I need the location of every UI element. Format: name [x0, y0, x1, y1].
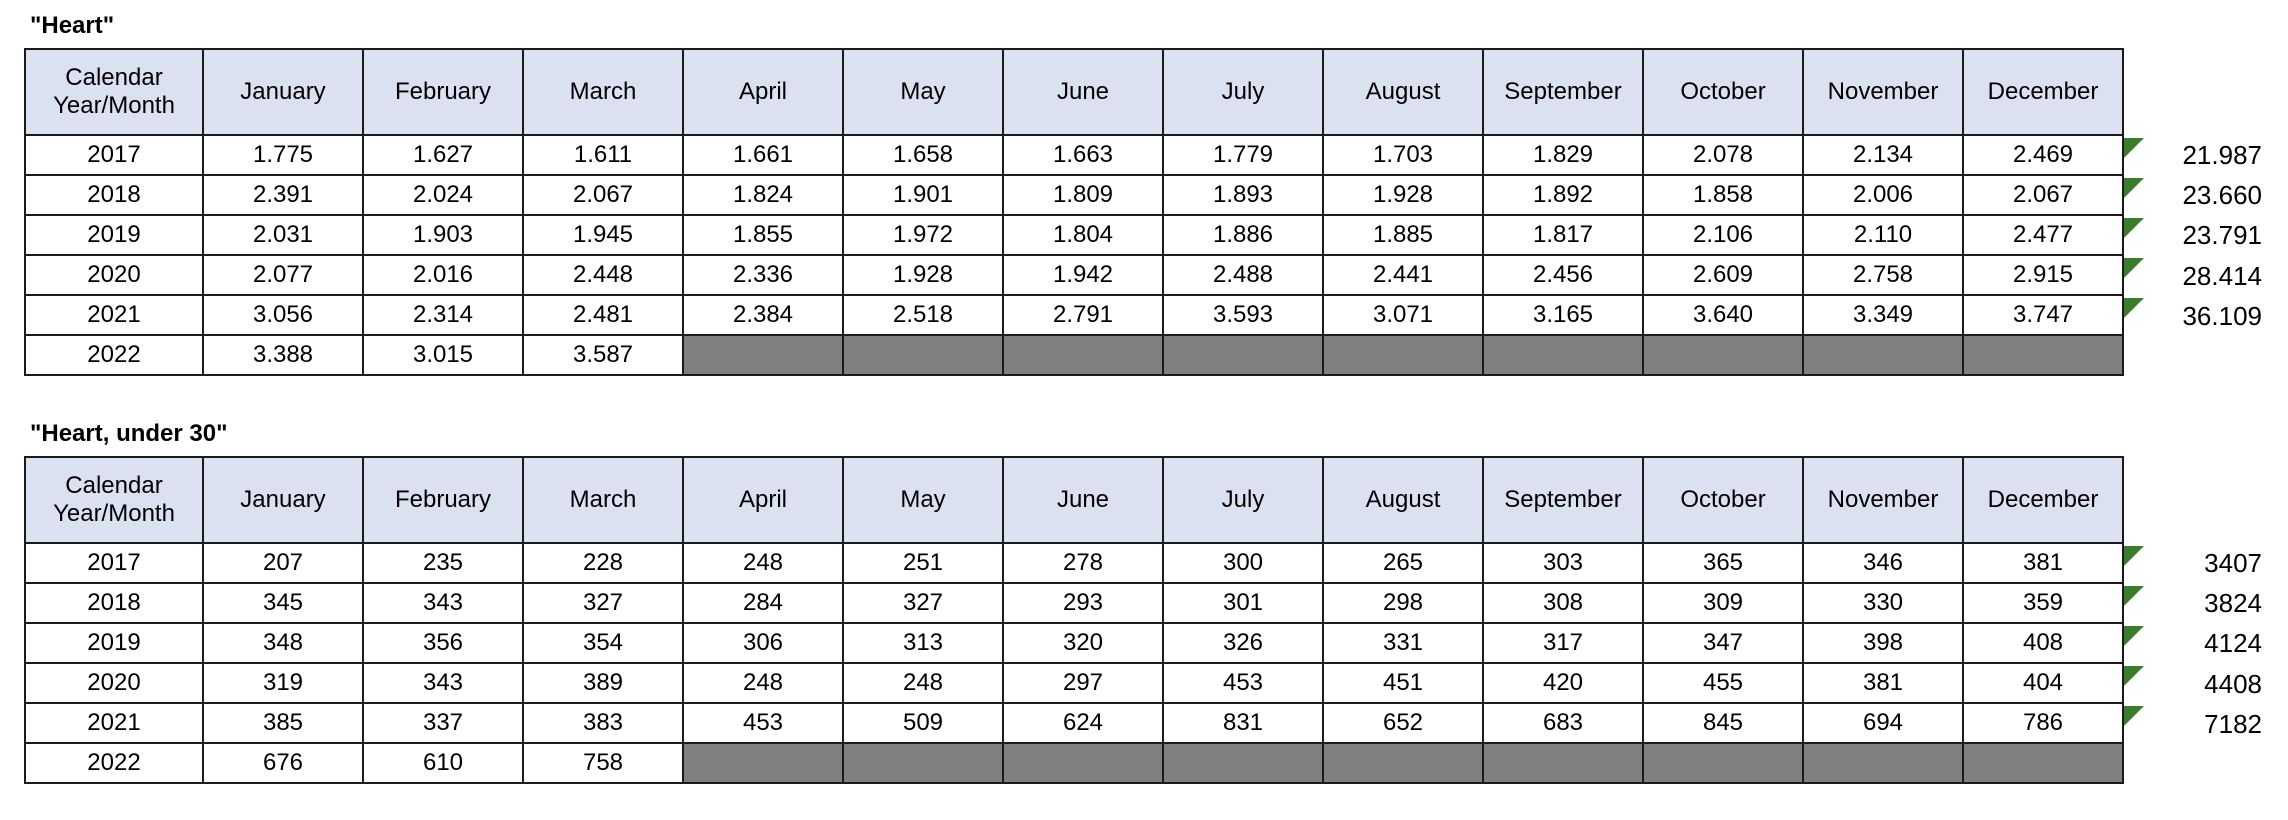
month-header-october: October	[1643, 457, 1803, 543]
value-cell: 2.488	[1163, 255, 1323, 295]
value-cell: 2.448	[523, 255, 683, 295]
value-cell: 2.067	[1963, 175, 2123, 215]
year-cell: 2018	[25, 583, 203, 623]
row-total: 4408	[2204, 668, 2262, 699]
value-cell: 2.758	[1803, 255, 1963, 295]
row-total: 36.109	[2182, 300, 2262, 331]
value-cell: 356	[363, 623, 523, 663]
month-header-may: May	[843, 457, 1003, 543]
month-header-january: January	[203, 49, 363, 135]
value-cell: 509	[843, 703, 1003, 743]
value-cell: 845	[1643, 703, 1803, 743]
value-cell: 404	[1963, 663, 2123, 703]
month-header-december: December	[1963, 457, 2123, 543]
value-cell: 2.024	[363, 175, 523, 215]
value-cell: 265	[1323, 543, 1483, 583]
heart-table	[24, 48, 2124, 376]
value-cell: 1.703	[1323, 135, 1483, 175]
value-cell: 3.349	[1803, 295, 1963, 335]
row-total: 23.791	[2182, 220, 2262, 251]
month-header-march: March	[523, 49, 683, 135]
value-cell: 313	[843, 623, 1003, 663]
value-cell: 1.661	[683, 135, 843, 175]
note-flag-icon	[2124, 218, 2144, 238]
value-cell: 343	[363, 663, 523, 703]
value-cell: 1.901	[843, 175, 1003, 215]
value-cell: 2.078	[1643, 135, 1803, 175]
value-cell: 2.469	[1963, 135, 2123, 175]
empty-cell	[1483, 335, 1643, 375]
value-cell: 683	[1483, 703, 1643, 743]
table-row	[25, 623, 2123, 663]
value-cell: 1.611	[523, 135, 683, 175]
value-cell: 1.886	[1163, 215, 1323, 255]
value-cell: 1.928	[1323, 175, 1483, 215]
value-cell: 2.134	[1803, 135, 1963, 175]
table-row	[25, 583, 2123, 623]
heart-under-30-section	[0, 408, 2288, 788]
month-header-june: June	[1003, 49, 1163, 135]
value-cell: 235	[363, 543, 523, 583]
value-cell: 1.942	[1003, 255, 1163, 295]
value-cell: 389	[523, 663, 683, 703]
empty-cell	[1483, 743, 1643, 783]
empty-cell	[843, 743, 1003, 783]
row-total: 7182	[2204, 708, 2262, 739]
value-cell: 347	[1643, 623, 1803, 663]
value-cell: 2.336	[683, 255, 843, 295]
month-header-december: December	[1963, 49, 2123, 135]
value-cell: 300	[1163, 543, 1323, 583]
value-cell: 381	[1963, 543, 2123, 583]
empty-cell	[1963, 335, 2123, 375]
row-total: 3824	[2204, 588, 2262, 619]
value-cell: 348	[203, 623, 363, 663]
value-cell: 1.829	[1483, 135, 1643, 175]
month-header-september: September	[1483, 457, 1643, 543]
row-total: 4124	[2204, 628, 2262, 659]
row-total: 28.414	[2182, 260, 2262, 291]
year-cell: 2017	[25, 543, 203, 583]
table-row	[25, 215, 2123, 255]
row-total: 21.987	[2182, 140, 2262, 170]
year-cell: 2020	[25, 663, 203, 703]
empty-cell	[1963, 743, 2123, 783]
value-cell: 1.855	[683, 215, 843, 255]
value-cell: 3.071	[1323, 295, 1483, 335]
month-header-november: November	[1803, 457, 1963, 543]
heart-section	[0, 0, 2288, 380]
value-cell: 248	[683, 663, 843, 703]
note-flag-icon	[2124, 546, 2144, 566]
value-cell: 420	[1483, 663, 1643, 703]
empty-cell	[683, 743, 843, 783]
value-cell: 1.663	[1003, 135, 1163, 175]
table-row	[25, 335, 2123, 375]
value-cell: 3.388	[203, 335, 363, 375]
value-cell: 2.477	[1963, 215, 2123, 255]
value-cell: 327	[843, 583, 1003, 623]
value-cell: 308	[1483, 583, 1643, 623]
empty-cell	[1323, 743, 1483, 783]
empty-cell	[683, 335, 843, 375]
table-row	[25, 255, 2123, 295]
value-cell: 297	[1003, 663, 1163, 703]
heart-under-30-table	[24, 456, 2124, 784]
year-cell: 2022	[25, 743, 203, 783]
value-cell: 365	[1643, 543, 1803, 583]
value-cell: 1.817	[1483, 215, 1643, 255]
value-cell: 652	[1323, 703, 1483, 743]
note-flag-icon	[2124, 586, 2144, 606]
value-cell: 359	[1963, 583, 2123, 623]
value-cell: 3.593	[1163, 295, 1323, 335]
month-header-april: April	[683, 49, 843, 135]
month-header-march: March	[523, 457, 683, 543]
value-cell: 345	[203, 583, 363, 623]
value-cell: 337	[363, 703, 523, 743]
value-cell: 2.391	[203, 175, 363, 215]
year-cell: 2022	[25, 335, 203, 375]
value-cell: 248	[683, 543, 843, 583]
value-cell: 2.031	[203, 215, 363, 255]
value-cell: 298	[1323, 583, 1483, 623]
value-cell: 319	[203, 663, 363, 703]
value-cell: 385	[203, 703, 363, 743]
month-header-june: June	[1003, 457, 1163, 543]
value-cell: 2.016	[363, 255, 523, 295]
value-cell: 317	[1483, 623, 1643, 663]
empty-cell	[1643, 743, 1803, 783]
value-cell: 1.824	[683, 175, 843, 215]
value-cell: 293	[1003, 583, 1163, 623]
month-header-january: January	[203, 457, 363, 543]
value-cell: 610	[363, 743, 523, 783]
value-cell: 381	[1803, 663, 1963, 703]
value-cell: 1.775	[203, 135, 363, 175]
value-cell: 346	[1803, 543, 1963, 583]
header-row	[25, 49, 2123, 135]
value-cell: 1.885	[1323, 215, 1483, 255]
table-row	[25, 295, 2123, 335]
value-cell: 453	[683, 703, 843, 743]
value-cell: 251	[843, 543, 1003, 583]
table-row	[25, 175, 2123, 215]
month-header-august: August	[1323, 457, 1483, 543]
table-row	[25, 543, 2123, 583]
value-cell: 408	[1963, 623, 2123, 663]
year-cell: 2019	[25, 623, 203, 663]
note-flag-icon	[2124, 138, 2144, 158]
note-flag-icon	[2124, 298, 2144, 318]
value-cell: 320	[1003, 623, 1163, 663]
note-flag-icon	[2124, 666, 2144, 686]
value-cell: 2.609	[1643, 255, 1803, 295]
value-cell: 207	[203, 543, 363, 583]
value-cell: 2.915	[1963, 255, 2123, 295]
month-header-august: August	[1323, 49, 1483, 135]
value-cell: 2.314	[363, 295, 523, 335]
value-cell: 2.077	[203, 255, 363, 295]
value-cell: 2.518	[843, 295, 1003, 335]
value-cell: 831	[1163, 703, 1323, 743]
value-cell: 1.779	[1163, 135, 1323, 175]
value-cell: 343	[363, 583, 523, 623]
value-cell: 2.106	[1643, 215, 1803, 255]
value-cell: 2.006	[1803, 175, 1963, 215]
value-cell: 1.804	[1003, 215, 1163, 255]
year-cell: 2020	[25, 255, 203, 295]
value-cell: 330	[1803, 583, 1963, 623]
note-flag-icon	[2124, 706, 2144, 726]
value-cell: 1.903	[363, 215, 523, 255]
header-row	[25, 457, 2123, 543]
value-cell: 1.928	[843, 255, 1003, 295]
value-cell: 1.658	[843, 135, 1003, 175]
year-cell: 2018	[25, 175, 203, 215]
note-flag-icon	[2124, 258, 2144, 278]
empty-cell	[1803, 743, 1963, 783]
value-cell: 2.481	[523, 295, 683, 335]
value-cell: 3.640	[1643, 295, 1803, 335]
value-cell: 398	[1803, 623, 1963, 663]
value-cell: 694	[1803, 703, 1963, 743]
value-cell: 451	[1323, 663, 1483, 703]
month-header-february: February	[363, 49, 523, 135]
value-cell: 248	[843, 663, 1003, 703]
value-cell: 303	[1483, 543, 1643, 583]
value-cell: 309	[1643, 583, 1803, 623]
empty-cell	[1323, 335, 1483, 375]
value-cell: 1.809	[1003, 175, 1163, 215]
corner-header: Calendar Year/Month	[25, 457, 203, 543]
corner-header: Calendar Year/Month	[25, 49, 203, 135]
value-cell: 326	[1163, 623, 1323, 663]
empty-cell	[1003, 743, 1163, 783]
table-row	[25, 663, 2123, 703]
value-cell: 624	[1003, 703, 1163, 743]
row-total: 3407	[2204, 548, 2262, 578]
table-row	[25, 743, 2123, 783]
empty-cell	[1003, 335, 1163, 375]
year-cell: 2021	[25, 295, 203, 335]
value-cell: 3.056	[203, 295, 363, 335]
table-title: "Heart, under 30"	[30, 420, 228, 447]
value-cell: 2.110	[1803, 215, 1963, 255]
note-flag-icon	[2124, 178, 2144, 198]
value-cell: 676	[203, 743, 363, 783]
value-cell: 1.627	[363, 135, 523, 175]
value-cell: 2.441	[1323, 255, 1483, 295]
month-header-september: September	[1483, 49, 1643, 135]
month-header-july: July	[1163, 49, 1323, 135]
empty-cell	[843, 335, 1003, 375]
year-cell: 2021	[25, 703, 203, 743]
month-header-july: July	[1163, 457, 1323, 543]
value-cell: 758	[523, 743, 683, 783]
value-cell: 383	[523, 703, 683, 743]
value-cell: 1.892	[1483, 175, 1643, 215]
value-cell: 1.945	[523, 215, 683, 255]
month-header-april: April	[683, 457, 843, 543]
month-header-october: October	[1643, 49, 1803, 135]
value-cell: 228	[523, 543, 683, 583]
month-header-november: November	[1803, 49, 1963, 135]
value-cell: 278	[1003, 543, 1163, 583]
note-flag-icon	[2124, 626, 2144, 646]
value-cell: 2.067	[523, 175, 683, 215]
row-total: 23.660	[2182, 180, 2262, 211]
value-cell: 3.747	[1963, 295, 2123, 335]
value-cell: 1.858	[1643, 175, 1803, 215]
value-cell: 327	[523, 583, 683, 623]
value-cell: 455	[1643, 663, 1803, 703]
empty-cell	[1643, 335, 1803, 375]
empty-cell	[1163, 335, 1323, 375]
value-cell: 2.456	[1483, 255, 1643, 295]
value-cell: 354	[523, 623, 683, 663]
value-cell: 331	[1323, 623, 1483, 663]
value-cell: 2.384	[683, 295, 843, 335]
value-cell: 301	[1163, 583, 1323, 623]
table-row	[25, 135, 2123, 175]
value-cell: 3.587	[523, 335, 683, 375]
value-cell: 1.972	[843, 215, 1003, 255]
month-header-february: February	[363, 457, 523, 543]
value-cell: 3.165	[1483, 295, 1643, 335]
value-cell: 284	[683, 583, 843, 623]
value-cell: 2.791	[1003, 295, 1163, 335]
year-cell: 2019	[25, 215, 203, 255]
empty-cell	[1163, 743, 1323, 783]
table-title: "Heart"	[30, 12, 115, 39]
table-row	[25, 703, 2123, 743]
month-header-may: May	[843, 49, 1003, 135]
value-cell: 786	[1963, 703, 2123, 743]
value-cell: 1.893	[1163, 175, 1323, 215]
value-cell: 306	[683, 623, 843, 663]
value-cell: 3.015	[363, 335, 523, 375]
value-cell: 453	[1163, 663, 1323, 703]
year-cell: 2017	[25, 135, 203, 175]
empty-cell	[1803, 335, 1963, 375]
